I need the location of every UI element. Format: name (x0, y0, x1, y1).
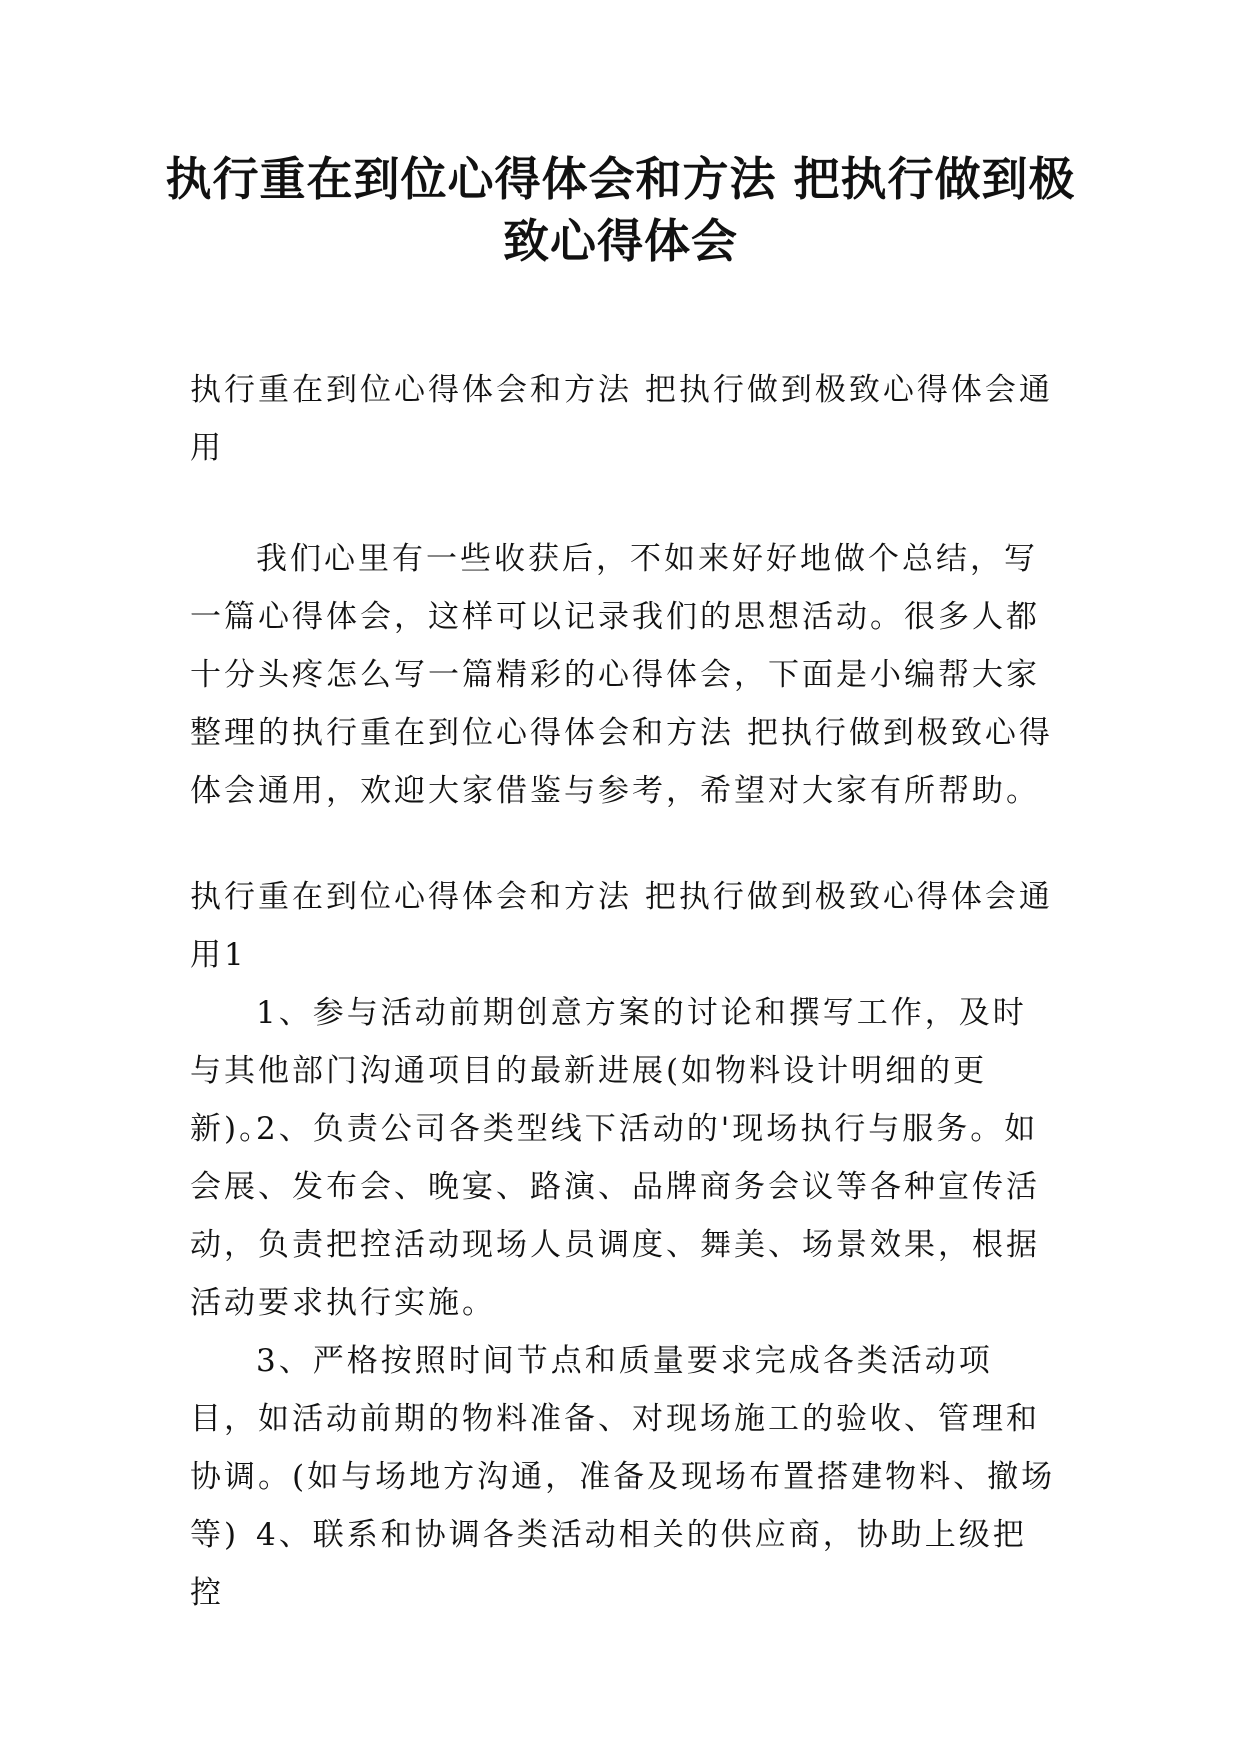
list-item: 3、严格按照时间节点和质量要求完成各类活动项目，如活动前期的物料准备、对现场施工的验收、管理和协调。(如与场地方沟通，准备及现场布置搭建物料、撤场等) (190, 1343, 1056, 1553)
document-title: 执行重在到位心得体会和方法 把执行做到极致心得体会 (165, 152, 1076, 268)
document-subtitle: 执行重在到位心得体会和方法 把执行做到极致心得体会通用 (190, 372, 1053, 466)
section-heading: 执行重在到位心得体会和方法 把执行做到极致心得体会通用1 (190, 879, 1053, 973)
list-item: 4、联系和协调各类活动相关的供应商，协助上级把控 (190, 1517, 1027, 1611)
list-item: 2、负责公司各类型线下活动的'现场执行与服务。如会展、发布会、晚宴、路演、品牌商务会议等各种宣传活动，负责把控活动现场人员调度、舞美、场景效果，根据活动要求执行实施。 (190, 1111, 1040, 1321)
intro-paragraph: 我们心里有一些收获后，不如来好好地做个总结，写一篇心得体会，这样可以记录我们的思想活动。很多人都十分头疼怎么写一篇精彩的心得体会，下面是小编帮大家整理的执行重在到位心得体会和方法 把执行做到极致心得体会通用，欢迎大家借鉴与参考，希望对大家有所帮助。 (190, 541, 1053, 809)
list-item: 1、参与活动前期创意方案的讨论和撰写工作，及时与其他部门沟通项目的最新进展(如物料设计明细的更新)。 (190, 995, 1027, 1147)
